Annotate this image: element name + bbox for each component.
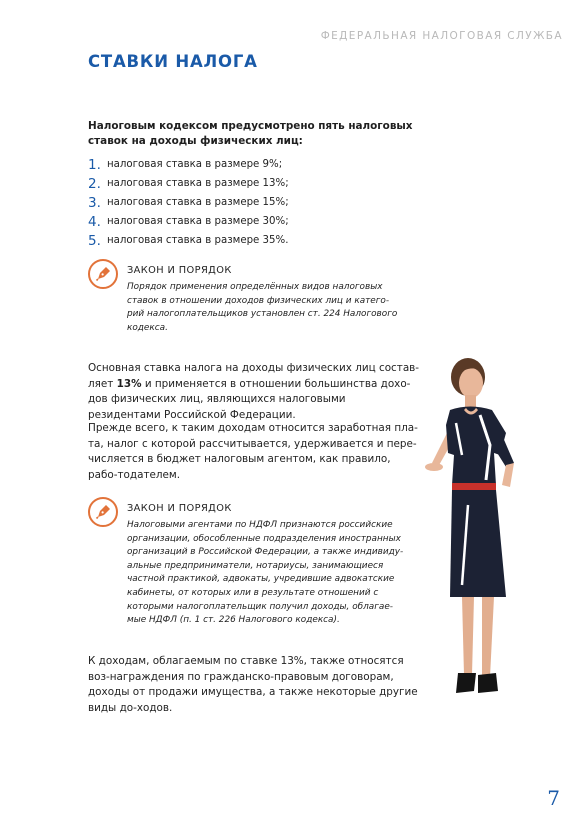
list-item [88,155,289,174]
list-text: налоговая ставка в размере 13%; [107,178,289,189]
list-text: налоговая ставка в размере 30%; [107,216,289,227]
woman-illustration [410,355,560,710]
main-rate-paragraph: Основная ставка налога на доходы физических лиц состав-ляет 13% и применяется в отношении большинства дохо-дов физических лиц, являющихся налоговыми резидентами Российской Федерации. [88,362,420,421]
pen-icon [88,259,118,289]
page-number: 7 [547,786,560,810]
salary-paragraph: Прежде всего, к таким доходам относится заработная пла-та, налог с которой рассчитывается, удерживается и пере-числяется в бюджет налоговым агентом, как правило, рабо-тодателем. [88,422,418,481]
list-item [88,231,289,250]
list-number: 4. [88,213,101,230]
law-box-text: Порядок применения определённых видов налоговых ставок в отношении доходов физических лиц и катего- рий налогоплательщиков установлен ст. 224 Налогового кодекса. [127,282,398,333]
list-number: 2. [88,175,101,192]
list-number: 1. [88,156,101,173]
other-income-paragraph: К доходам, облагаемым по ставке 13%, также относятся воз-награждения по гражданско-правовым договорам, доходы от продажи имущества, а также некоторые другие виды до-ходов. [88,655,418,714]
pen-icon [88,497,118,527]
intro-text: Налоговым кодексом предусмотрено пять налоговых ставок на доходы физических лиц: [88,120,413,147]
list-text: налоговая ставка в размере 9%; [107,159,283,170]
list-number: 5. [88,232,101,249]
list-item [88,193,289,212]
list-text: налоговая ставка в размере 15%; [107,197,289,208]
header-organization: ФЕДЕРАЛЬНАЯ НАЛОГОВАЯ СЛУЖБА [320,30,563,42]
law-box-title: ЗАКОН И ПОРЯДОК [127,265,232,276]
list-text: налоговая ставка в размере 35%. [107,235,289,246]
list-item [88,174,289,193]
list-item [88,212,289,231]
rates-list [88,155,289,250]
list-number: 3. [88,194,101,211]
page-title: СТАВКИ НАЛОГА [88,52,258,71]
law-box-text: Налоговыми агентами по НДФЛ признаются российские организации, обособленные подразделения иностранных организаций в Российской Федерации, а также индивиду- альные предприниматели, нотариусы, занимающиеся частной практикой, адвокаты, учредившие адвокатские кабинеты, от которых или в результате отношений с которыми налогоплательщик получил доходы, облагае- мые НДФЛ (п. 1 ст. 226 Налогового кодекса). [127,520,404,626]
law-box-title: ЗАКОН И ПОРЯДОК [127,503,232,514]
